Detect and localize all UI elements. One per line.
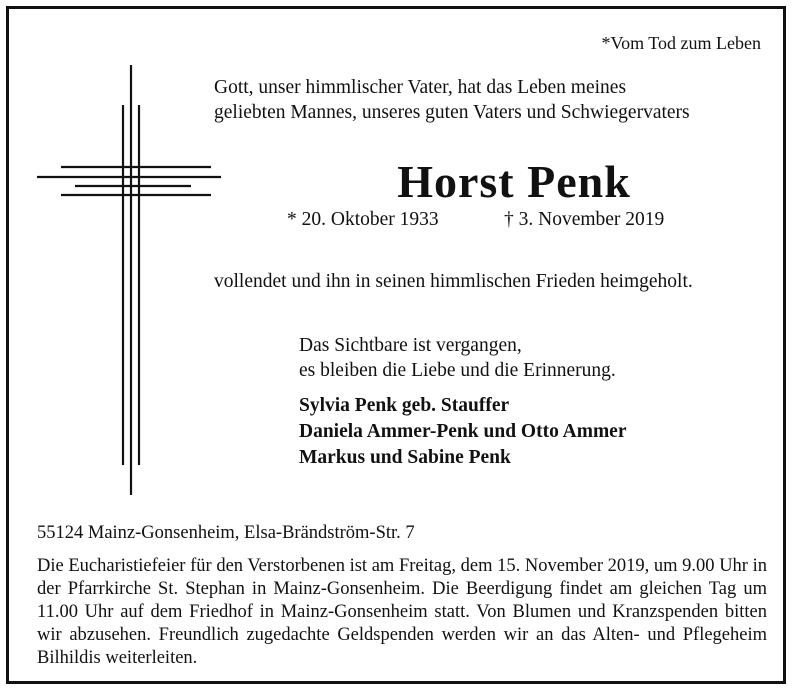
verse-line: es bleiben die Liebe und die Erinnerung. xyxy=(299,360,616,381)
service-info: Die Eucharistiefeier für den Verstorbenen ist am Freitag, dem 15. November 2019, um 9.00 Uhr in der Pfarrkirche St. Stephan in Mainz-Gonsenheim. Die Beerdigung findet am gleichen Tag um 11.00 Uhr auf dem Friedhof in Mainz-Gonsenheim statt. Von Blumen und Kranzspenden bitten wir abzusehen. Freundlich zugedachte Geldspenden werden wir an das Alten- und Pflegeheim Bilhildis weiterleiten. xyxy=(37,556,767,668)
birth-date: * 20. Oktober 1933 xyxy=(287,209,439,230)
mourners-list xyxy=(299,393,627,471)
intro-text xyxy=(214,75,690,125)
deceased-name: Horst Penk xyxy=(397,156,631,207)
vollendet-text: vollendet und ihn in seinen himmlischen Frieden heimgeholt. xyxy=(214,271,693,292)
mourner: Sylvia Penk geb. Stauffer xyxy=(299,395,510,416)
verse-line: Das Sichtbare ist vergangen, xyxy=(299,335,522,356)
verse xyxy=(299,333,616,383)
cross-icon xyxy=(31,65,231,505)
intro-line: geliebten Mannes, unseres guten Vaters und Schwiegervaters xyxy=(214,102,690,123)
mourner: Markus und Sabine Penk xyxy=(299,447,511,468)
motto: *Vom Tod zum Leben xyxy=(601,33,761,53)
mourner: Daniela Ammer-Penk und Otto Ammer xyxy=(299,421,627,442)
death-date: † 3. November 2019 xyxy=(504,209,665,230)
address: 55124 Mainz-Gonsenheim, Elsa-Brändström-Str. 7 xyxy=(37,523,415,543)
intro-line: Gott, unser himmlischer Vater, hat das Leben meines xyxy=(214,77,627,98)
obituary-frame xyxy=(6,6,786,684)
